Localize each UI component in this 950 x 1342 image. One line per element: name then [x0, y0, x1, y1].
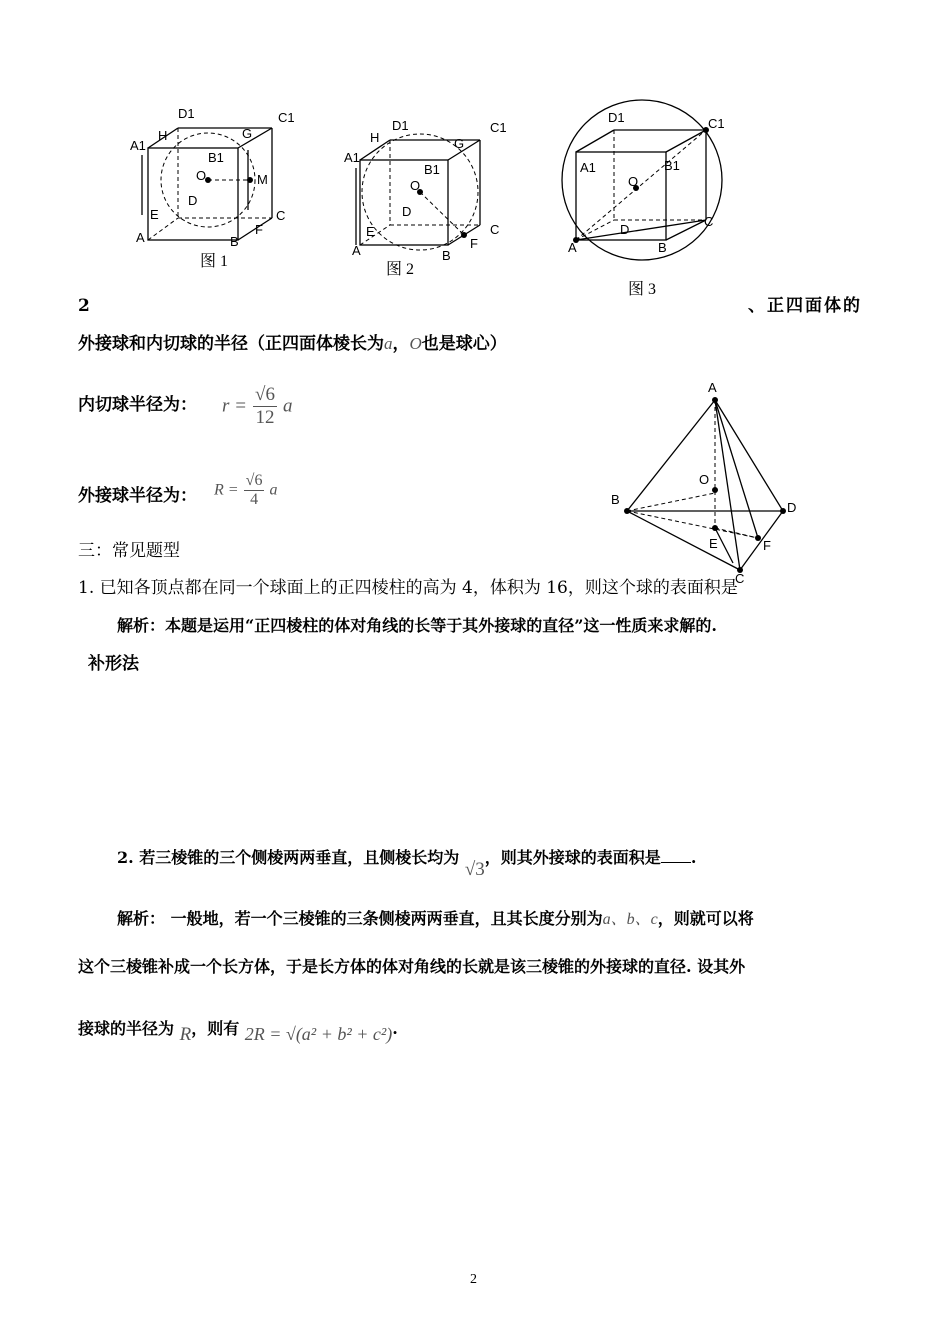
label-B1: B1 — [208, 150, 224, 165]
outer-denominator: 4 — [250, 491, 259, 508]
label-O: O — [628, 174, 639, 189]
subtitle-comma: ， — [392, 334, 410, 354]
outer-lhs: R = — [214, 481, 239, 499]
q2-analysis-1b: ，则就可以将 — [657, 909, 754, 928]
figure-tetrahedron — [605, 378, 810, 583]
label-O: O — [196, 168, 207, 183]
figure-1-cube-inscribed-sphere — [120, 100, 310, 275]
var-O: O — [409, 334, 422, 353]
section-2-number: 2 — [78, 296, 90, 316]
label-D1: D1 — [392, 118, 409, 133]
label-M: M — [257, 172, 268, 187]
label-O: O — [699, 472, 710, 487]
question-2 — [117, 846, 697, 880]
section-2-subtitle — [78, 332, 507, 356]
label-A: A — [568, 240, 577, 255]
label-E: E — [366, 224, 375, 239]
label-H: H — [370, 130, 380, 145]
q2-R: R — [179, 1024, 192, 1045]
q2-sqrt3: √3 — [464, 859, 485, 880]
section-3-heading: 三：常见题型 — [78, 541, 180, 561]
q2-formula: 2R = √(a² + b² + c²) — [244, 1024, 393, 1044]
q2-period: . — [392, 1019, 398, 1038]
q2-analysis-3b: ，则有 — [191, 1019, 240, 1038]
label-D: D — [188, 193, 198, 208]
inner-radius-formula — [222, 384, 293, 429]
label-A1: A1 — [130, 138, 146, 153]
label-C1: C1 — [490, 120, 507, 135]
label-B1: B1 — [664, 158, 680, 173]
figure-2-cube-midsphere — [340, 110, 525, 285]
q2-analysis-3a: 接球的半径为 — [78, 1019, 175, 1038]
var-a: a — [384, 334, 393, 353]
label-A1: A1 — [344, 150, 360, 165]
subtitle-text-a: 外接球和内切球的半径（正四面体棱长为 — [78, 334, 384, 354]
label-D1: D1 — [608, 110, 625, 125]
question-1-analysis: 解析：本题是运用“正四棱柱的体对角线的长等于其外接球的直径”这一性质来求解的. — [117, 616, 717, 635]
answer-blank[interactable] — [661, 846, 691, 863]
section-2-title: 、正四面体的 — [748, 296, 862, 316]
figure-3-cube-circumsphere — [548, 92, 738, 302]
label-A1: A1 — [580, 160, 596, 175]
inner-numerator: √6 — [255, 384, 275, 405]
subtitle-text-b: 也是球心） — [421, 334, 507, 354]
page-number: 2 — [470, 1272, 477, 1287]
outer-fraction — [244, 472, 265, 509]
inner-lhs: r = — [222, 395, 247, 417]
q2-analysis-1a: 解析： 一般地，若一个三棱锥的三条侧棱两两垂直，且其长度分别为 — [117, 909, 603, 928]
label-C: C — [735, 571, 745, 583]
question-2-analysis-line-1 — [117, 907, 754, 932]
label-D: D — [402, 204, 412, 219]
label-A: A — [352, 243, 361, 258]
figure-3-caption: 图 3 — [628, 281, 657, 298]
inner-radius-label: 内切球半径为： — [78, 395, 197, 415]
label-B: B — [442, 248, 451, 263]
question-2-analysis-line-3 — [78, 1016, 398, 1045]
question-1-method: 补形法 — [88, 654, 139, 674]
figure-2-caption: 图 2 — [386, 261, 415, 278]
q2-abc: a、b、c — [602, 911, 658, 928]
label-G: G — [242, 126, 253, 141]
outer-var: a — [269, 481, 278, 499]
label-C1: C1 — [278, 110, 295, 125]
label-E: E — [709, 536, 718, 551]
outer-radius-formula — [214, 472, 278, 509]
inner-fraction — [253, 384, 277, 429]
label-D: D — [787, 500, 797, 515]
figure-1-caption: 图 1 — [200, 253, 229, 270]
label-F: F — [763, 538, 771, 553]
label-G: G — [454, 136, 465, 151]
label-C: C — [490, 222, 500, 237]
inner-denominator: 12 — [255, 407, 275, 428]
label-H: H — [158, 128, 168, 143]
label-F: F — [255, 222, 263, 237]
outer-numerator: √6 — [245, 472, 263, 489]
label-C1: C1 — [708, 116, 725, 131]
label-F: F — [470, 236, 478, 251]
label-A: A — [708, 380, 717, 395]
label-E: E — [150, 207, 159, 222]
question-2-analysis-line-2: 这个三棱锥补成一个长方体，于是长方体的体对角线的长就是该三棱锥的外接球的直径. 设其外 — [78, 957, 746, 976]
q2-text-b: ，则其外接球的表面积是 — [484, 848, 661, 867]
label-O: O — [410, 178, 421, 193]
label-B1: B1 — [424, 162, 440, 177]
label-D: D — [620, 222, 630, 237]
label-A: A — [136, 230, 145, 245]
outer-radius-label: 外接球半径为： — [78, 486, 197, 506]
label-B: B — [230, 234, 239, 249]
label-D1: D1 — [178, 106, 195, 121]
label-C: C — [704, 214, 714, 229]
question-1: 1. 已知各顶点都在同一个球面上的正四棱柱的高为 4，体积为 16，则这个球的表面积是 — [78, 578, 738, 598]
label-B: B — [611, 492, 620, 507]
inner-var: a — [283, 395, 293, 417]
label-C: C — [276, 208, 286, 223]
label-B: B — [658, 240, 667, 255]
q2-text-a: 2. 若三棱锥的三个侧棱两两垂直，且侧棱长均为 — [117, 848, 460, 867]
q2-end: . — [690, 848, 697, 867]
